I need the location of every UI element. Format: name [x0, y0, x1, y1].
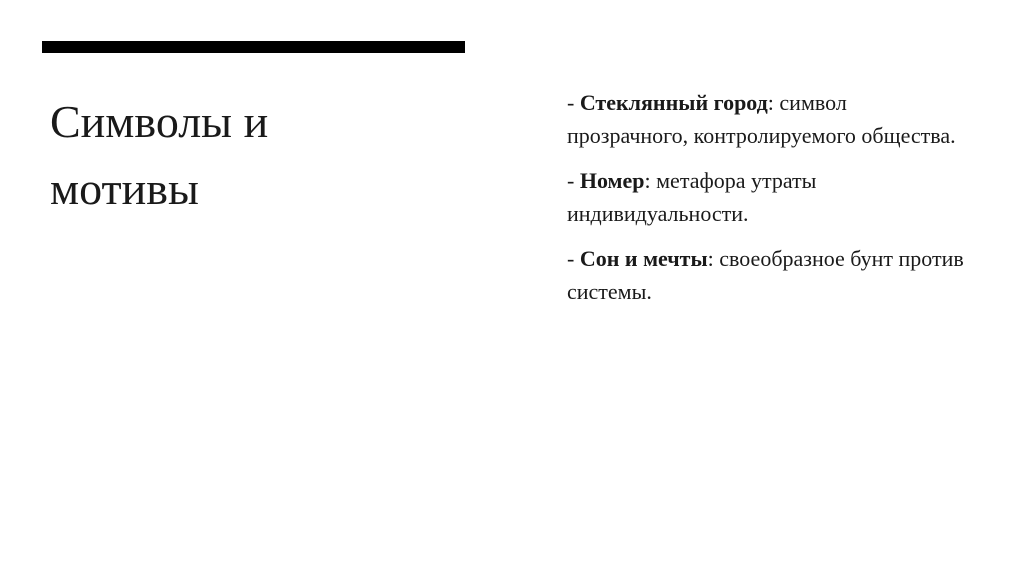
bullet-description: : метафора утраты индивидуальности. [567, 168, 817, 226]
bullet-item-dreams [567, 242, 967, 308]
slide-title [50, 88, 450, 222]
bullet-term: Номер [579, 168, 645, 193]
bullet-dash: - [567, 168, 580, 193]
bullet-term: Сон и мечты [579, 246, 708, 271]
accent-bar [42, 41, 465, 53]
bullet-description: : своеобразное бунт против системы. [567, 246, 964, 304]
slide-body [567, 86, 967, 320]
bullet-term: Стеклянный город [579, 90, 768, 115]
slide-title-line-2: мотивы [50, 163, 199, 214]
slide-title-line-1: Символы и [50, 96, 269, 147]
bullet-dash: - [567, 246, 580, 271]
bullet-item-glass-city [567, 86, 967, 152]
bullet-description: : символ прозрачного, контролируемого общества. [567, 90, 956, 148]
bullet-dash: - [567, 90, 580, 115]
bullet-item-number [567, 164, 967, 230]
